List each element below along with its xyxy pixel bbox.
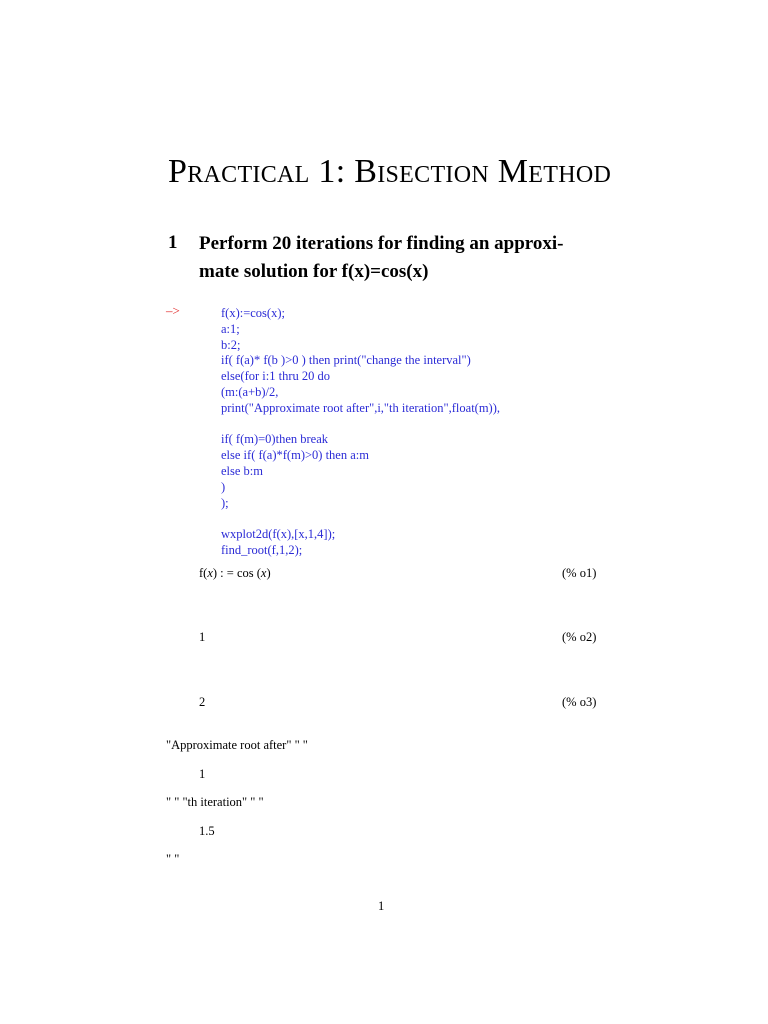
- output-label-o3: (% o3): [562, 695, 597, 709]
- print-output-value-1: 1: [199, 767, 206, 781]
- code-line: if( f(m)=0)then break: [221, 432, 329, 447]
- output-text: ) : = cos (: [212, 566, 261, 580]
- code-line: else b:m: [221, 463, 264, 478]
- code-line-blank: [221, 417, 500, 433]
- input-prompt-arrow: –>: [166, 303, 180, 318]
- code-line: a:1;: [221, 321, 240, 336]
- output-label-o2: (% o2): [562, 630, 597, 644]
- code-line: print("Approximate root after",i,"th iteration",float(m)),: [221, 400, 501, 415]
- output-expression-o1: [199, 565, 271, 581]
- print-output-line-2: " " "th iteration" " ": [166, 795, 264, 809]
- output-value-o2: 1: [199, 630, 206, 644]
- section-title-line-2: mate solution for f(x)=cos(x): [199, 261, 429, 282]
- section-title: [199, 230, 619, 286]
- output-text: ): [266, 566, 271, 580]
- print-output-line-1: "Approximate root after" " ": [166, 738, 308, 752]
- section-title-line-1: Perform 20 iterations for finding an approxi-: [199, 233, 564, 254]
- output-label-o1: (% o1): [562, 566, 597, 580]
- page-title: Practical 1: Bisection Method: [168, 153, 612, 190]
- output-text: f(: [199, 566, 208, 580]
- code-line: (m:(a+b)/2,: [221, 384, 279, 399]
- print-output-line-3: " ": [166, 852, 180, 866]
- code-line: wxplot2d(f(x),[x,1,4]);: [221, 527, 336, 542]
- code-line: if( f(a)* f(b )>0 ) then print("change the interval"): [221, 353, 471, 368]
- math-variable: x: [207, 566, 213, 580]
- page-number: 1: [378, 899, 385, 913]
- section-number: 1: [168, 232, 178, 253]
- code-line: else if( f(a)*f(m)>0) then a:m: [221, 448, 369, 463]
- output-value-o3: 2: [199, 695, 206, 709]
- code-line: else(for i:1 thru 20 do: [221, 369, 331, 384]
- code-line: f(x):=cos(x);: [221, 306, 285, 320]
- code-line: b:2;: [221, 337, 241, 352]
- code-line: ): [221, 479, 226, 494]
- maxima-code-block: [221, 306, 500, 559]
- math-variable: x: [260, 566, 267, 580]
- code-line: );: [221, 495, 229, 510]
- code-line-blank: [221, 511, 500, 527]
- print-output-value-2: 1.5: [199, 824, 215, 838]
- code-line: find_root(f,1,2);: [221, 542, 303, 557]
